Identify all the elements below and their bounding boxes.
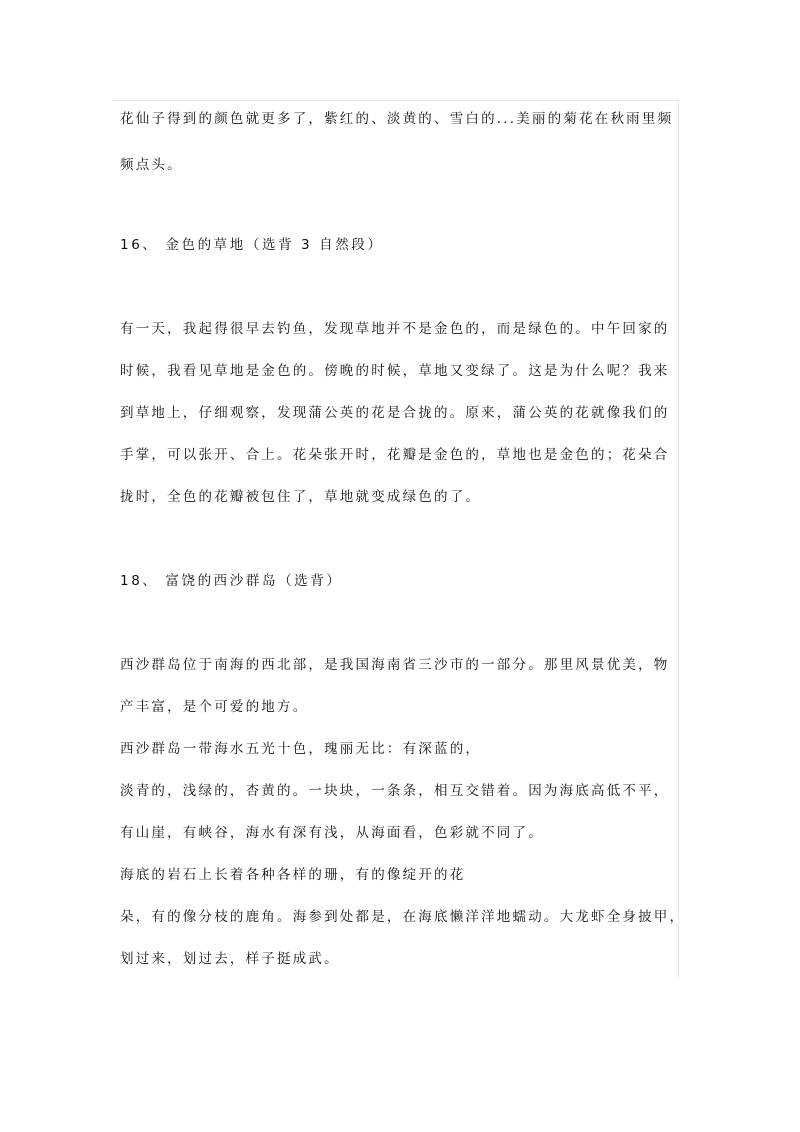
- section-heading-16: 16、 金色的草地（选背 3 自然段）: [120, 237, 384, 253]
- paragraph-line: 淡青的，浅绿的，杏黄的。一块块，一条条，相互交错着。因为海底高低不平，: [120, 783, 670, 799]
- page-frame: [112, 100, 686, 977]
- paragraph-line: 到草地上，仔细观察，发现蒲公英的花是合拢的。原来，蒲公英的花就像我们的: [120, 405, 670, 421]
- paragraph-line: 有山崖，有峡谷，海水有深有浅，从海面看，色彩就不同了。: [120, 825, 544, 841]
- paragraph-line: 产丰富，是个可爱的地方。: [120, 699, 309, 715]
- paragraph-line: 有一天，我起得很早去钓鱼，发现草地并不是金色的，而是绿色的。中午回家的: [120, 321, 670, 337]
- paragraph-line: 频点头。: [120, 157, 183, 173]
- paragraph-line: 西沙群岛一带海水五光十色，瑰丽无比：有深蓝的，: [120, 741, 482, 757]
- section-heading-18: 18、 富饶的西沙群岛（选背）: [120, 573, 343, 589]
- paragraph-line: 朵，有的像分枝的鹿角。海参到处都是，在海底懒洋洋地蠕动。大龙虾全身披甲，: [120, 909, 686, 925]
- paragraph-line: 时候，我看见草地是金色的。傍晚的时候，草地又变绿了。这是为什么呢？我来: [120, 363, 670, 379]
- paragraph-line: 手掌，可以张开、合上。花朵张开时，花瓣是金色的，草地也是金色的；花朵合: [120, 447, 670, 463]
- paragraph-line: 西沙群岛位于南海的西北部，是我国海南省三沙市的一部分。那里风景优美，物: [120, 657, 670, 673]
- paragraph-line: 划过来，划过去，样子挺成武。: [120, 951, 340, 967]
- paragraph-line: 海底的岩石上长着各种各样的珊，有的像绽开的花: [120, 867, 466, 883]
- paragraph-line: 花仙子得到的颜色就更多了，紫红的、淡黄的、雪白的...美丽的菊花在秋雨里频: [120, 111, 674, 127]
- paragraph-line: 拢时，全色的花瓣被包住了，草地就变成绿色的了。: [120, 489, 482, 505]
